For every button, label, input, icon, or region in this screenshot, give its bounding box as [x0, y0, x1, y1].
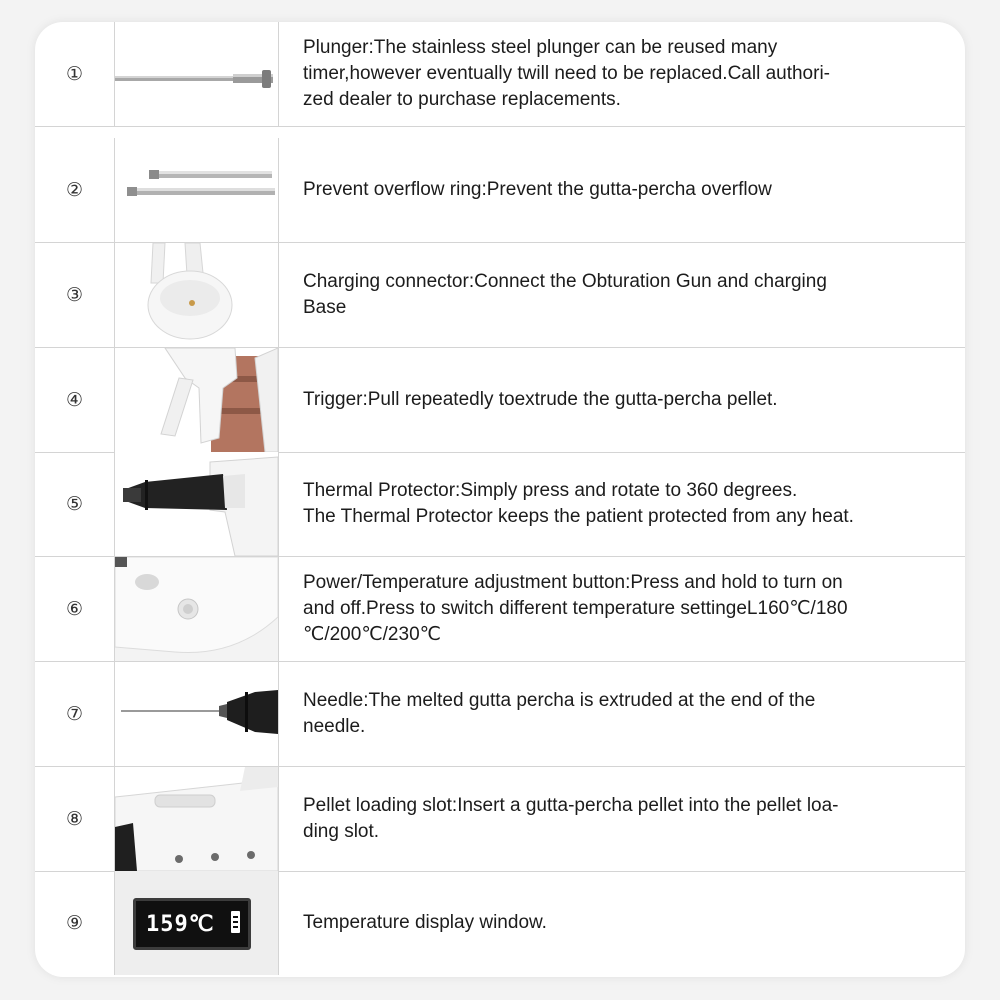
row-description: Needle:The melted gutta percha is extruded at the end of the needle.: [303, 690, 816, 737]
battery-icon: [231, 911, 240, 933]
row-description: Pellet loading slot:Insert a gutta-percha pellet into the pellet loa- ding slot.: [303, 795, 839, 842]
table-row: [35, 348, 965, 453]
table-row: [35, 662, 965, 767]
table-row: [35, 452, 965, 557]
power-button-image: [115, 557, 279, 661]
table-row: [35, 767, 965, 872]
row-description: Thermal Protector:Simply press and rotate to 360 degrees. The Thermal Protector keeps the patient protected from any heat.: [303, 480, 854, 527]
table-row: [35, 138, 965, 243]
row-number: ④: [35, 348, 115, 452]
row-number: ③: [35, 243, 115, 347]
row-description: Power/Temperature adjustment button:Press and hold to turn on and off.Press to switch different temperature settingeL160℃/180 ℃/200℃/230℃: [303, 572, 848, 645]
needle-image: [115, 662, 279, 766]
row-number: ⑨: [35, 871, 115, 975]
row-number: ⑧: [35, 767, 115, 871]
spec-table: [35, 22, 965, 977]
row-number: ②: [35, 138, 115, 242]
row-number: ①: [35, 22, 115, 126]
trigger-image: [115, 348, 279, 452]
row-number: ⑤: [35, 452, 115, 556]
row-number: ⑦: [35, 662, 115, 766]
row-description: Charging connector:Connect the Obturation Gun and charging Base: [303, 271, 827, 318]
table-row: [35, 22, 965, 127]
charging-base-image: [115, 243, 279, 347]
plunger-image: [115, 22, 279, 126]
row-description: Plunger:The stainless steel plunger can be reused many timer,however eventually twill need to be replaced.Call authori- zed dealer to purchase replacements.: [303, 37, 830, 110]
pellet-slot-image: [115, 767, 279, 871]
row-description: Trigger:Pull repeatedly toextrude the gutta-percha pellet.: [303, 389, 778, 410]
display-reading: 159℃: [146, 912, 215, 937]
overflow-ring-image: [115, 138, 279, 242]
table-row: [35, 243, 965, 348]
table-row: [35, 557, 965, 662]
row-description: Prevent overflow ring:Prevent the gutta-percha overflow: [303, 179, 772, 200]
display-screen: [133, 898, 251, 950]
row-number: ⑥: [35, 557, 115, 661]
row-description: Temperature display window.: [303, 912, 547, 933]
temperature-display-image: [115, 871, 279, 975]
table-row: [35, 871, 965, 975]
thermal-protector-image: [115, 452, 279, 556]
